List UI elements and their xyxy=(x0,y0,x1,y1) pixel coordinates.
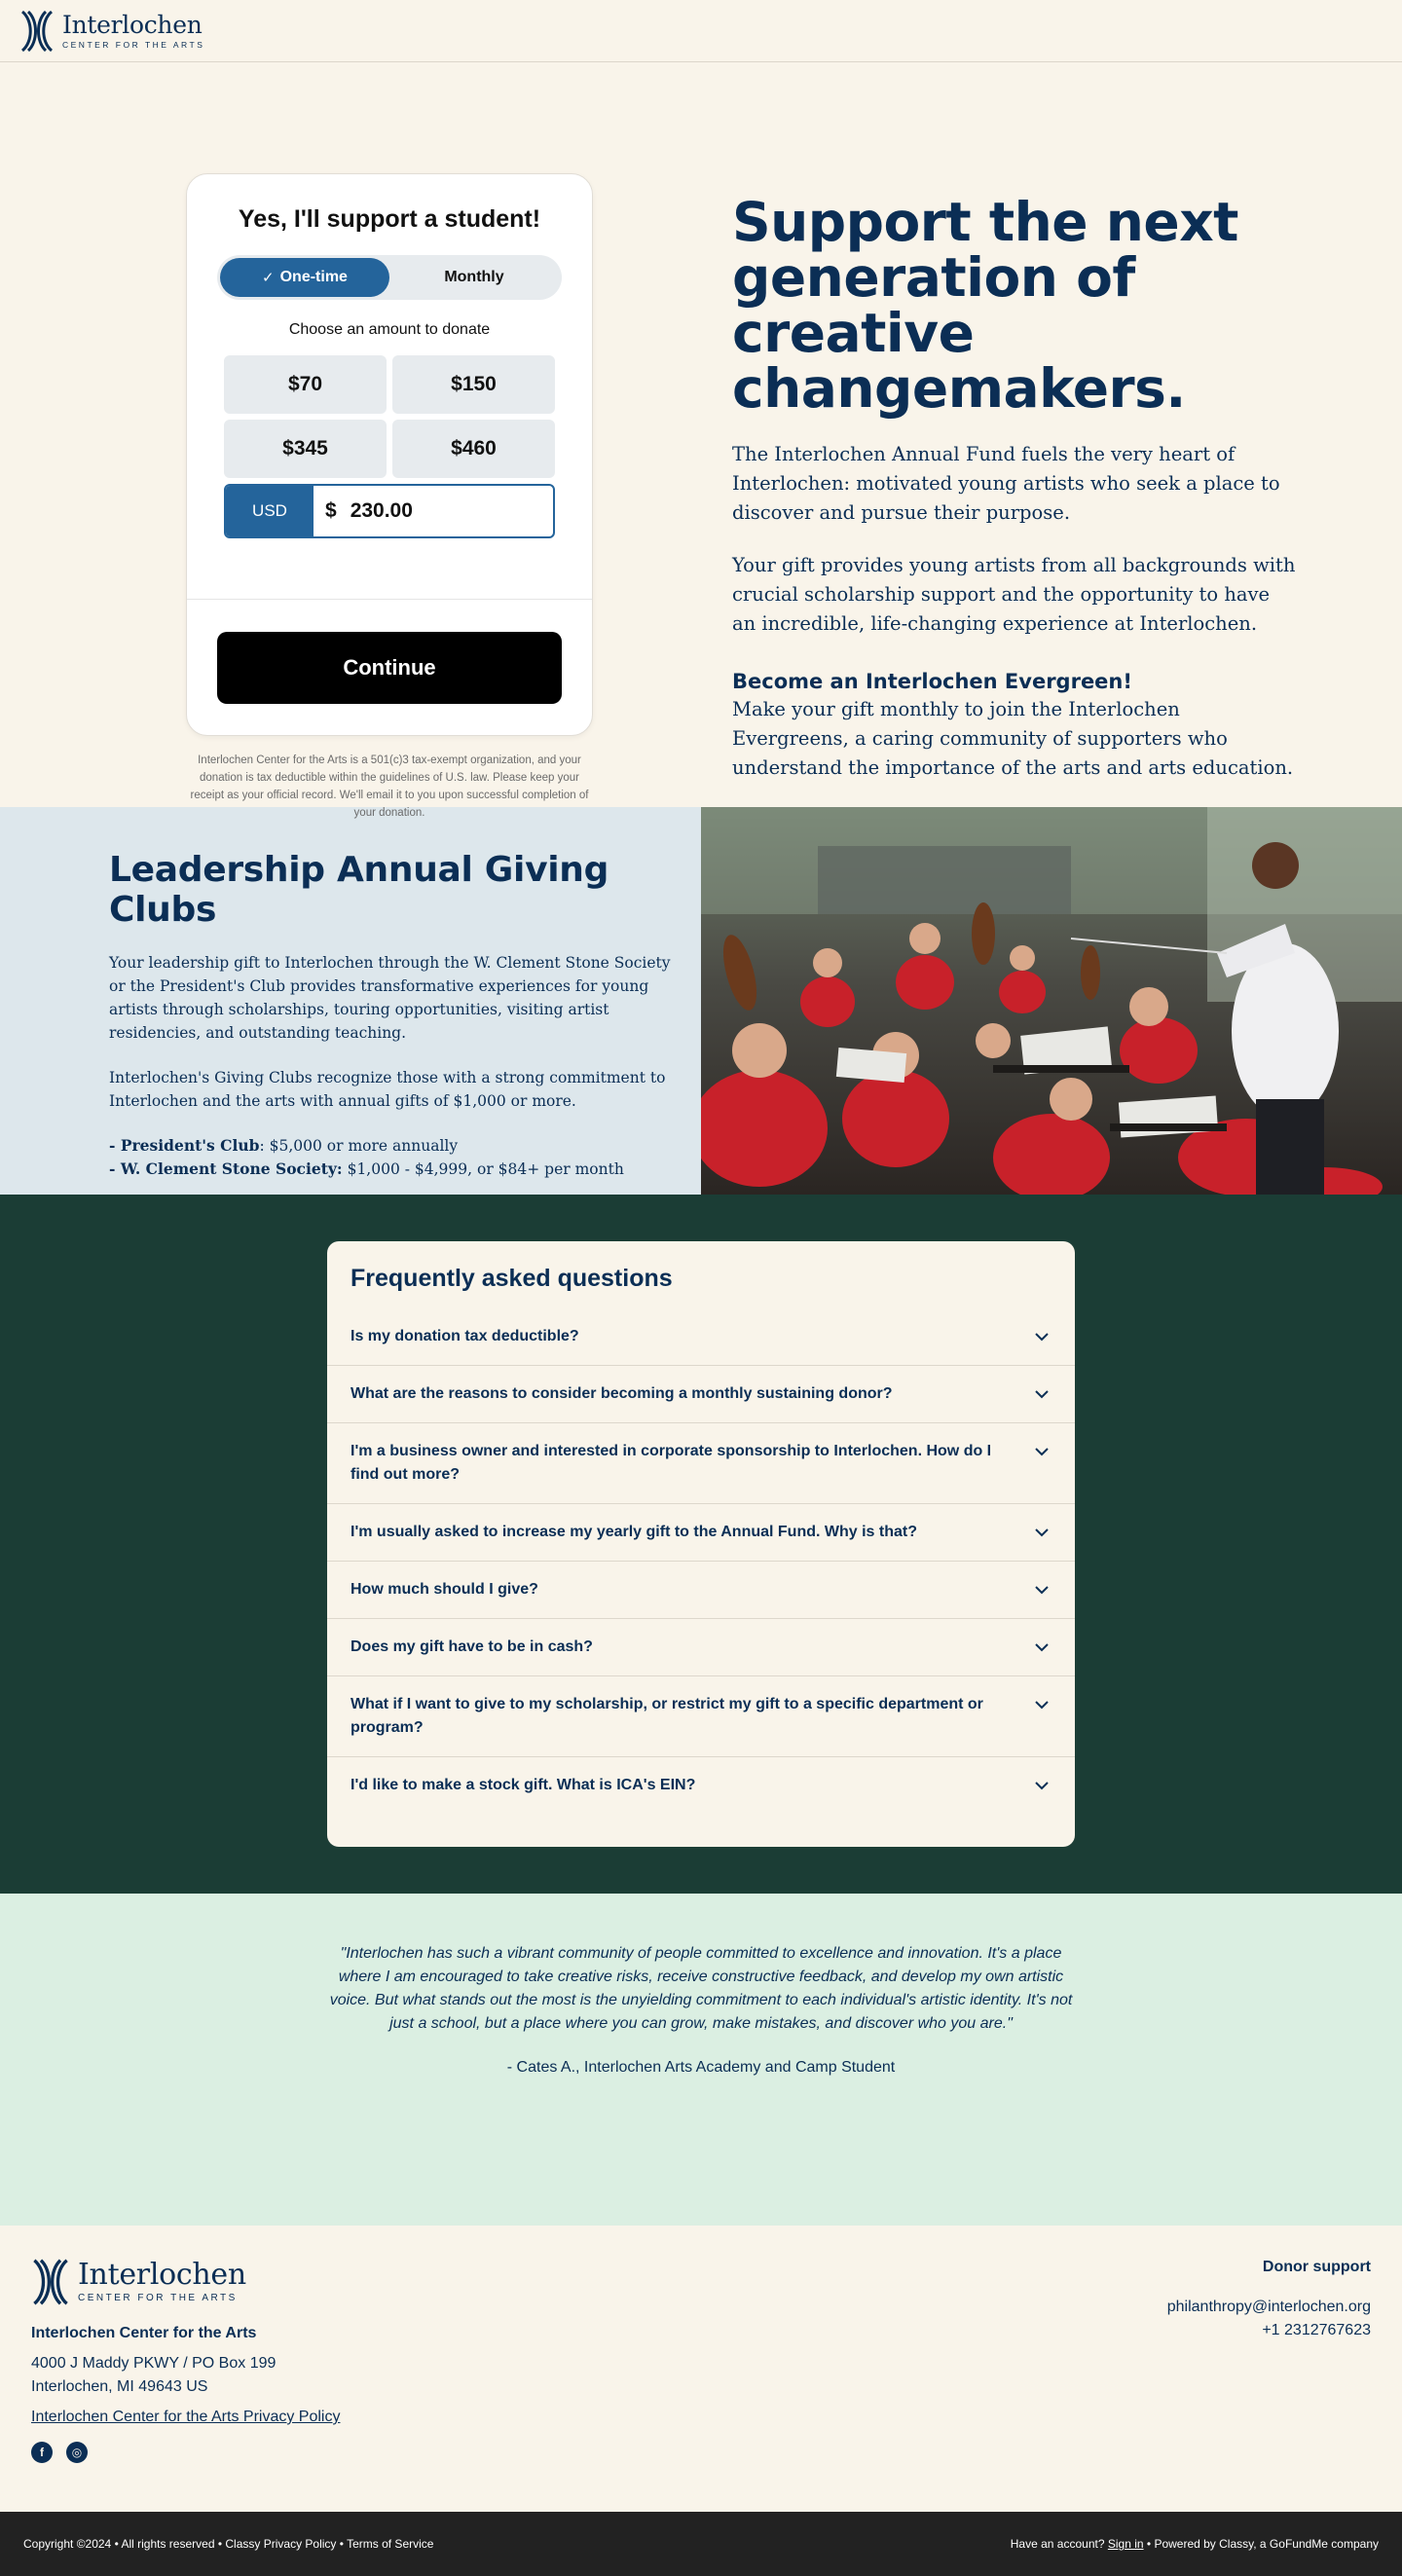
faq-question: I'm usually asked to increase my yearly gift to the Annual Fund. Why is that? xyxy=(350,1524,917,1540)
card-divider xyxy=(187,599,592,600)
faq-item[interactable] xyxy=(327,1756,1075,1814)
check-icon: ✓ xyxy=(262,270,275,286)
hero-copy xyxy=(732,191,1297,783)
social-links xyxy=(31,2442,1371,2463)
club-prefix: - xyxy=(109,1159,121,1178)
faq-item[interactable] xyxy=(327,1365,1075,1422)
faq-question: I'd like to make a stock gift. What is ICA's EIN? xyxy=(350,1777,696,1793)
testimonial-quote: "Interlochen has such a vibrant community of people committed to excellence and innovation. It's a place where I am encouraged to take creative risks, receive constructive feedback, and develop my own artistic voice. But what stands out the most is the unyielding commitment to each individual's artistic identity. It's not just a school, but a place where you can grow, make mistakes, and discover who you are." xyxy=(329,1945,1073,2032)
faq-question: How much should I give? xyxy=(350,1581,538,1598)
footer-org-name: Interlochen Center for the Arts xyxy=(31,2325,257,2341)
account-question: Have an account? xyxy=(1010,2537,1105,2551)
interlochen-logo-icon xyxy=(19,9,55,54)
faq-question: What are the reasons to consider becoming a monthly sustaining donor? xyxy=(350,1385,893,1402)
currency-selector[interactable]: USD xyxy=(226,486,314,536)
frequency-toggle xyxy=(217,255,562,300)
custom-amount-input[interactable]: 230.00 xyxy=(350,499,413,522)
powered-by-text: Powered by Classy, a GoFundMe company xyxy=(1154,2537,1379,2551)
faq-title: Frequently asked questions xyxy=(350,1265,673,1292)
footer-address-line-1: 4000 J Maddy PKWY / PO Box 199 xyxy=(31,2355,277,2372)
leadership-paragraph-2: Interlochen's Giving Clubs recognize those with a strong commitment to Interlochen and the arts with annual gifts of $1,000 or more. xyxy=(109,1069,666,1110)
hero-section xyxy=(0,62,1402,819)
faq-item[interactable] xyxy=(327,1308,1075,1365)
evergreen-heading: Become an Interlochen Evergreen! xyxy=(732,670,1132,693)
one-time-option[interactable] xyxy=(220,258,389,297)
separator: • xyxy=(1146,2537,1152,2551)
sign-in-link[interactable]: Sign in xyxy=(1107,2537,1144,2551)
faq-card xyxy=(327,1241,1075,1847)
logo-name: Interlochen xyxy=(62,10,203,39)
logo-subtitle: CENTER FOR THE ARTS xyxy=(78,2293,238,2303)
donor-support-heading: Donor support xyxy=(1262,2259,1371,2275)
club-separator: : xyxy=(259,1137,270,1155)
hero-heading: Support the next generation of creative changemakers. xyxy=(732,191,1238,420)
interlochen-logo[interactable] xyxy=(19,9,204,54)
faq-question: Is my donation tax deductible? xyxy=(350,1328,579,1344)
faq-section xyxy=(0,1195,1402,1894)
separator: • xyxy=(217,2537,223,2551)
orchestra-photo xyxy=(701,807,1402,1195)
rights-text: All rights reserved xyxy=(121,2537,215,2551)
hero-paragraph-2: Your gift provides young artists from all backgrounds with crucial scholarship support and the opportunity to have an incredible, life-changing experience at Interlochen. xyxy=(732,554,1296,635)
chevron-down-icon[interactable] xyxy=(1032,1693,1052,1716)
amount-options xyxy=(187,355,592,478)
club-name: President's Club xyxy=(120,1136,260,1155)
separator: • xyxy=(114,2537,119,2551)
donor-support xyxy=(1167,2259,1371,2342)
chevron-down-icon[interactable] xyxy=(1032,1325,1052,1348)
interlochen-logo-icon xyxy=(31,2257,70,2307)
testimonial-section xyxy=(0,1894,1402,2226)
amount-option-345[interactable]: $345 xyxy=(224,420,387,478)
faq-question: Does my gift have to be in cash? xyxy=(350,1638,593,1655)
faq-item[interactable] xyxy=(327,1561,1075,1618)
one-time-label: One-time xyxy=(279,269,348,285)
donation-form-title: Yes, I'll support a student! xyxy=(238,205,541,233)
logo-name: Interlochen xyxy=(78,2258,246,2292)
choose-amount-label: Choose an amount to donate xyxy=(288,321,491,338)
chevron-down-icon[interactable] xyxy=(1032,1521,1052,1544)
instagram-icon[interactable]: ◎ xyxy=(66,2442,88,2463)
faq-question: What if I want to give to my scholarship, or restrict my gift to a specific department or program? xyxy=(350,1696,983,1736)
club-item xyxy=(109,1134,701,1158)
footer xyxy=(0,2226,1402,2512)
monthly-label: Monthly xyxy=(444,269,504,285)
terms-link[interactable]: Terms of Service xyxy=(347,2537,434,2551)
giving-clubs-list xyxy=(109,1134,701,1181)
chevron-down-icon[interactable] xyxy=(1032,1382,1052,1406)
orchestra-photo-illustration xyxy=(701,807,1402,1195)
chevron-down-icon[interactable] xyxy=(1032,1636,1052,1659)
footer-address-line-2: Interlochen, MI 49643 US xyxy=(31,2378,208,2395)
club-prefix: - xyxy=(109,1136,121,1155)
club-detail: $1,000 - $4,999, or $84+ per month xyxy=(347,1160,624,1178)
bottom-bar xyxy=(0,2512,1402,2576)
tax-disclaimer: Interlochen Center for the Arts is a 501(c)3 tax-exempt organization, and your donation is tax deductible within the guidelines of U.S. law. Please keep your receipt as your official record. We'll email it to you upon successful completion of your donation. xyxy=(190,754,589,819)
amount-option-70[interactable]: $70 xyxy=(224,355,387,414)
currency-symbol: $ xyxy=(325,499,337,522)
donor-support-email[interactable]: philanthropy@interlochen.org xyxy=(1166,2299,1371,2315)
club-item xyxy=(109,1158,701,1181)
leadership-text xyxy=(0,807,701,1195)
leadership-paragraph-1: Your leadership gift to Interlochen through the W. Clement Stone Society or the President's Club provides transformative experiences for young artists through scholarships, touring opportunities, visiting artist residencies, and outstanding teaching. xyxy=(109,954,671,1042)
faq-item[interactable] xyxy=(327,1503,1075,1561)
classy-privacy-link[interactable]: Classy Privacy Policy xyxy=(225,2537,337,2551)
continue-button[interactable]: Continue xyxy=(217,632,562,704)
hero-paragraph-1: The Interlochen Annual Fund fuels the very heart of Interlochen: motivated young artists who seek a place to discover and pursue their purpose. xyxy=(732,443,1280,524)
donation-form-card xyxy=(186,173,593,736)
testimonial-attribution: - Cates A., Interlochen Arts Academy and Camp Student xyxy=(506,2059,896,2076)
amount-option-460[interactable]: $460 xyxy=(392,420,555,478)
faq-item[interactable] xyxy=(327,1422,1075,1503)
footer-privacy-link[interactable]: Interlochen Center for the Arts Privacy Policy xyxy=(31,2409,341,2425)
faq-item[interactable] xyxy=(327,1675,1075,1756)
club-detail: $5,000 or more annually xyxy=(269,1137,459,1155)
copyright-text: Copyright ©2024 xyxy=(23,2537,112,2551)
chevron-down-icon[interactable] xyxy=(1032,1774,1052,1797)
chevron-down-icon[interactable] xyxy=(1032,1440,1052,1463)
custom-amount-field[interactable] xyxy=(224,484,555,538)
top-bar xyxy=(0,0,1402,62)
chevron-down-icon[interactable] xyxy=(1032,1578,1052,1601)
amount-option-150[interactable]: $150 xyxy=(392,355,555,414)
logo-subtitle: CENTER FOR THE ARTS xyxy=(62,39,205,50)
donor-support-phone[interactable]: +1 2312767623 xyxy=(1262,2322,1371,2338)
faq-item[interactable] xyxy=(327,1618,1075,1675)
leadership-section xyxy=(0,807,1402,1195)
leadership-heading: Leadership Annual Giving Clubs xyxy=(109,850,609,930)
club-name: W. Clement Stone Society: xyxy=(120,1159,343,1178)
faq-question: I'm a business owner and interested in corporate sponsorship to Interlochen. How do I find out more? xyxy=(350,1443,992,1483)
separator: • xyxy=(339,2537,344,2551)
evergreen-paragraph: Make your gift monthly to join the Interlochen Evergreens, a caring community of supporters who understand the importance of the arts and arts education. xyxy=(732,698,1294,779)
monthly-option[interactable] xyxy=(389,258,559,297)
facebook-icon[interactable]: f xyxy=(31,2442,53,2463)
